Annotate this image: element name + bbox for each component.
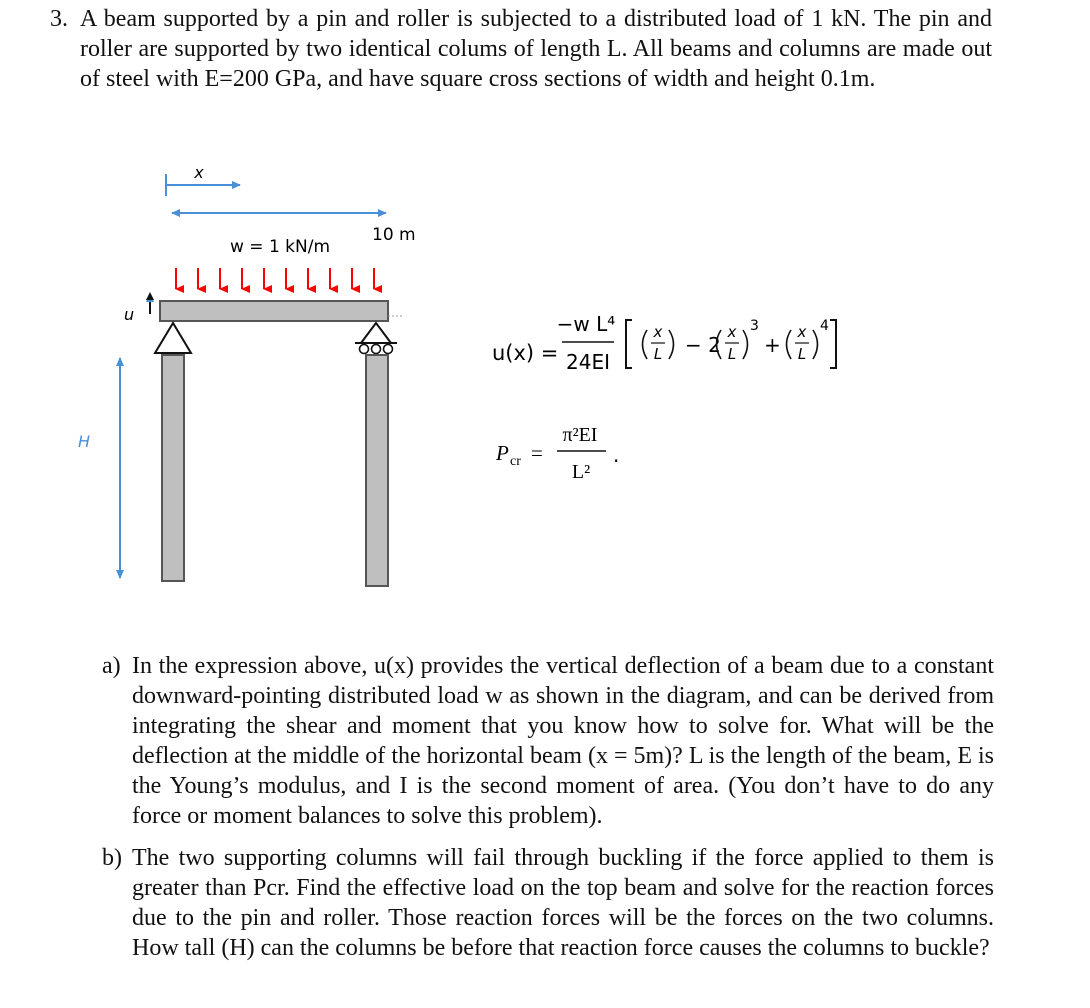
deflection-numerator: −w L⁴ bbox=[556, 312, 616, 336]
horizontal-beam bbox=[160, 301, 388, 321]
right-column bbox=[366, 355, 388, 586]
pin-support bbox=[155, 323, 191, 353]
svg-text:=: = bbox=[531, 441, 543, 465]
svg-text:x: x bbox=[653, 323, 663, 341]
question-b-text: The two supporting columns will fail through buckling if the force applied to them is greater than Pcr. Find the effective load on the top beam and solve for the reaction forces due to the pin and roller. Those reaction forces will be the forces on the two columns. How tall (H) can the columns be before that reaction force causes the columns to buckle? bbox=[132, 845, 994, 961]
load-label: w = 1 kN/m bbox=[230, 237, 331, 257]
svg-text:L: L bbox=[797, 345, 807, 363]
deflection-equation bbox=[492, 312, 836, 374]
buckling-subscript: cr bbox=[510, 454, 521, 469]
svg-text:x: x bbox=[727, 323, 737, 341]
x-label: x bbox=[194, 163, 204, 182]
buckling-lhs: P bbox=[496, 441, 509, 465]
buckling-denominator: L² bbox=[571, 461, 591, 483]
buckling-equation bbox=[495, 424, 619, 483]
roller-support bbox=[355, 323, 397, 354]
svg-text:.: . bbox=[613, 443, 620, 467]
h-label: H bbox=[78, 432, 91, 451]
svg-text:− 2: − 2 bbox=[685, 333, 721, 357]
svg-text:4: 4 bbox=[820, 318, 829, 334]
deflection-bracket-expression bbox=[626, 318, 836, 368]
distributed-load-arrows bbox=[176, 268, 374, 289]
buckling-numerator: π²EI bbox=[562, 424, 598, 446]
problem-number: 3. bbox=[50, 6, 68, 32]
deflection-denominator: 24EI bbox=[566, 350, 610, 374]
svg-text:L: L bbox=[653, 345, 663, 363]
u-label: u bbox=[124, 305, 135, 324]
svg-text:x: x bbox=[797, 323, 807, 341]
left-column bbox=[162, 355, 184, 581]
svg-text:L: L bbox=[727, 345, 737, 363]
svg-text:+: + bbox=[764, 333, 781, 357]
deflection-lhs: u(x) = bbox=[492, 341, 559, 365]
question-a-label: a) bbox=[102, 653, 121, 679]
question-b-label: b) bbox=[102, 845, 122, 871]
problem-intro-text: A beam supported by a pin and roller is subjected to a distributed load of 1 kN. The pin and roller are supported by two identical colums of length L. All beams and columns are made out of steel with E=200 GPa, and have square cross sections of width and height 0.1m. bbox=[80, 6, 992, 92]
span-label: 10 m bbox=[372, 225, 416, 245]
question-a-text: In the expression above, u(x) provides the vertical deflection of a beam due to a constant downward-pointing distributed load w as shown in the diagram, and can be derived from integrating the shear and moment that you know how to solve for. What will be the deflection at the middle of the horizontal beam (x = 5m)? L is the length of the beam, E is the Young’s modulus, and I is the second moment of area. (You don’t have to do any force or moment balances to solve this problem). bbox=[132, 653, 994, 829]
svg-text:3: 3 bbox=[750, 318, 759, 334]
